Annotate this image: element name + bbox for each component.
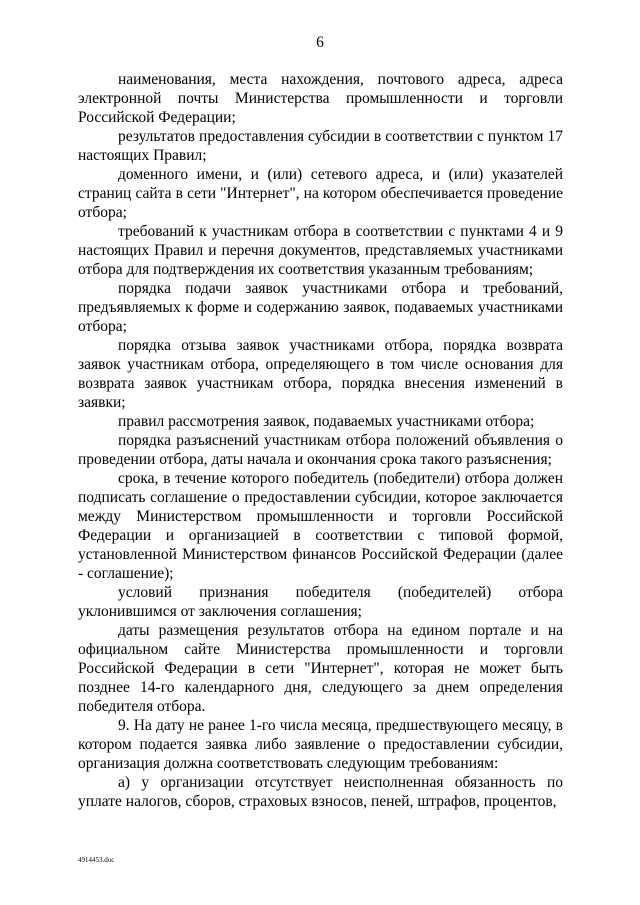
document-body bbox=[78, 70, 563, 811]
paragraph: условий признания победителя (победителей) отбора уклонившимся от заключения соглашения; bbox=[78, 584, 563, 620]
paragraph: наименования, места нахождения, почтового адреса, адреса электронной почты Министерства промышленности и торговли Российской Федерации; bbox=[78, 71, 563, 126]
paragraph-item-9: 9. На дату не ранее 1-го числа месяца, предшествующего месяцу, в котором подается заявка либо заявление о предоставлении субсидии, организация должна соответствовать следующим требованиям: bbox=[78, 717, 563, 772]
paragraph: порядка разъяснений участникам отбора положений объявления о проведении отбора, даты начала и окончания срока такого разъяснения; bbox=[78, 432, 563, 468]
paragraph: порядка подачи заявок участниками отбора и требований, предъявляемых к форме и содержанию заявок, подаваемых участниками отбора; bbox=[78, 280, 563, 335]
paragraph: требований к участникам отбора в соответствии с пунктами 4 и 9 настоящих Правил и перечня документов, представляемых участниками отбора для подтверждения их соответствия указанным требованиям; bbox=[78, 223, 563, 278]
paragraph-subitem-a: а) у организации отсутствует неисполненная обязанность по уплате налогов, сборов, страховых взносов, пеней, штрафов, процентов, bbox=[78, 774, 563, 810]
page-number: 6 bbox=[316, 34, 324, 51]
paragraph: правил рассмотрения заявок, подаваемых участниками отбора; bbox=[118, 413, 535, 430]
paragraph: даты размещения результатов отбора на едином портале и на официальном сайте Министерства промышленности и торговли Российской Федерации в сети "Интернет", которая не может быть позднее 14-го календарного дня, следующего за днем определения победителя отбора. bbox=[78, 622, 563, 715]
paragraph: срока, в течение которого победитель (победители) отбора должен подписать соглашение о предоставлении субсидии, которое заключается между Министерством промышленности и торговли Российской Федерации и организацией в соответствии с типовой формой, установленной Министерством финансов Российской Федерации (далее - соглашение); bbox=[78, 470, 563, 582]
paragraph: порядка отзыва заявок участниками отбора, порядка возврата заявок участникам отбора, определяющего в том числе основания для возврата заявок участникам отбора, порядка внесения изменений в заявки; bbox=[78, 337, 563, 411]
footer-filename: 4914453.doc bbox=[78, 856, 115, 864]
paragraph: результатов предоставления субсидии в соответствии с пунктом 17 настоящих Правил; bbox=[78, 128, 563, 164]
paragraph: доменного имени, и (или) сетевого адреса, и (или) указателей страниц сайта в сети "Интернет", на котором обеспечивается проведение отбора; bbox=[78, 166, 563, 221]
